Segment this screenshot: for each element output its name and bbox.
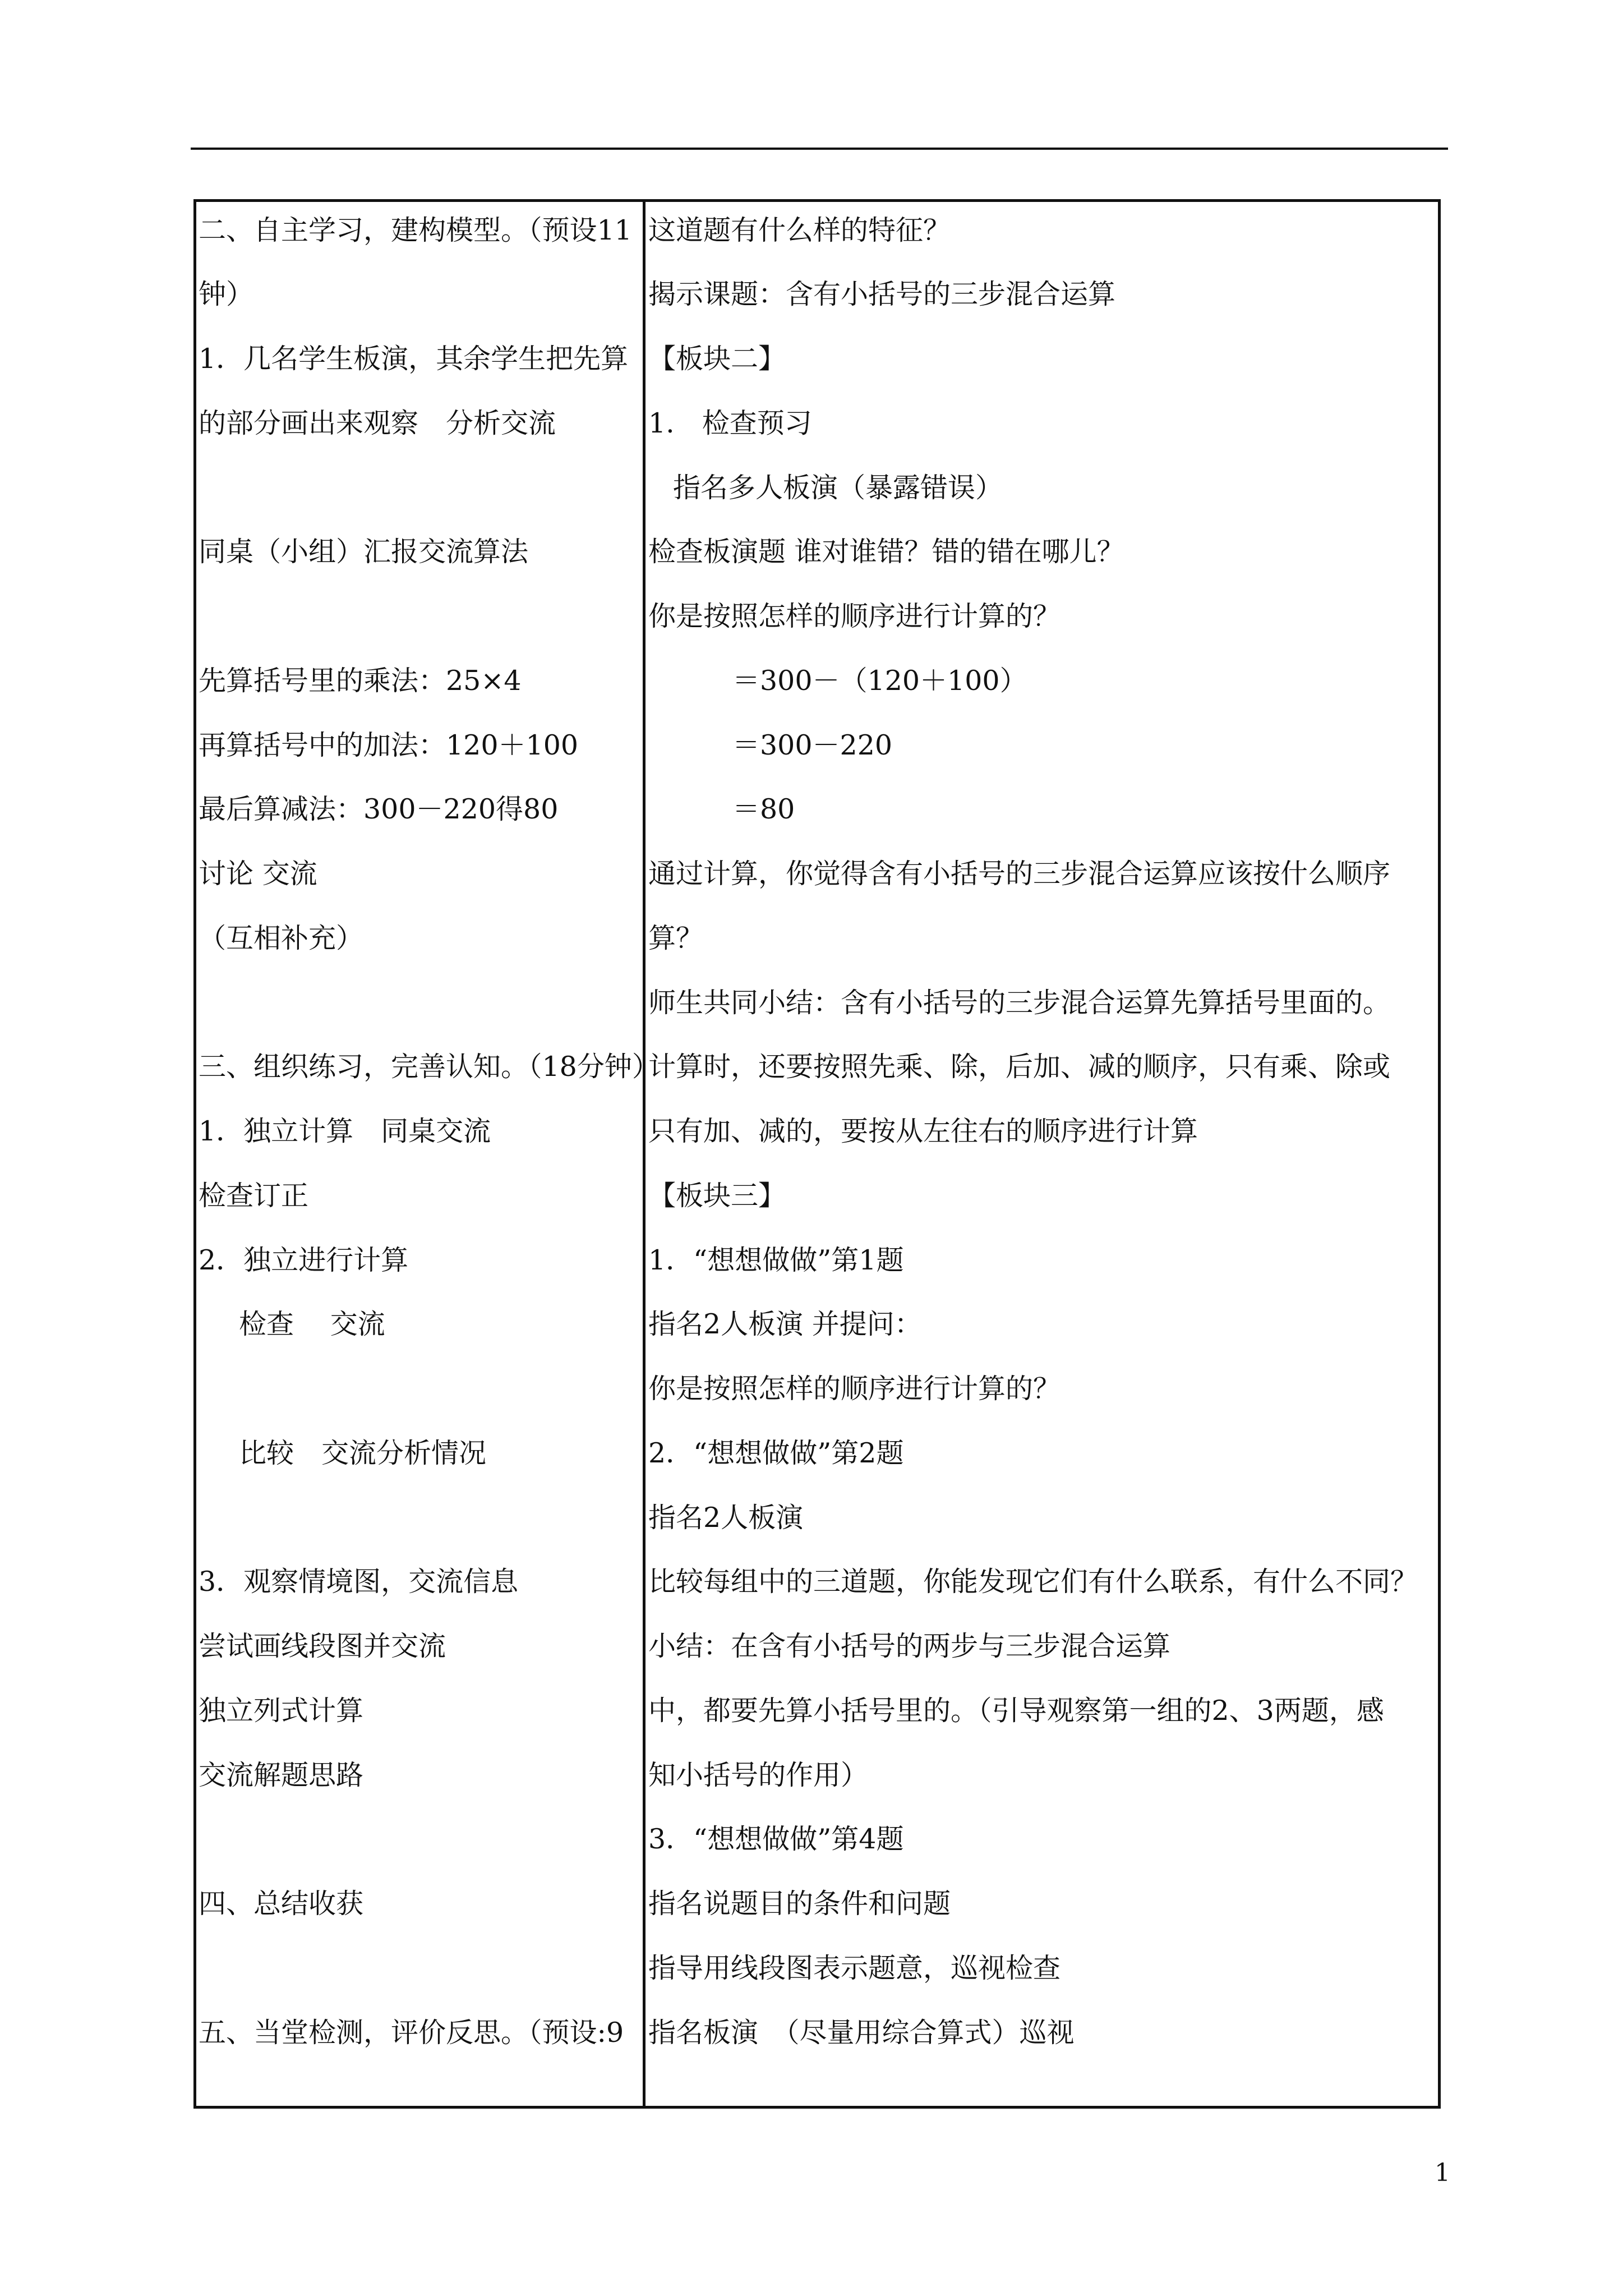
right-line: 师生共同小结：含有小括号的三步混合运算先算括号里面的。 [648,987,1391,1019]
right-line: 【板块三】 [648,1180,786,1212]
column-divider [643,202,645,2106]
right-line: 小结：在含有小括号的两步与三步混合运算 [648,1630,1171,1662]
left-line: 交流解题思路 [199,1759,364,1791]
left-line: 二、自主学习，建构模型。（预设11 [199,214,632,246]
right-line: 揭示课题：含有小括号的三步混合运算 [648,278,1116,310]
right-line: 你是按照怎样的顺序进行计算的？ [648,600,1061,632]
left-line: 再算括号中的加法：120＋100 [199,729,579,761]
right-line: 【板块二】 [648,343,786,375]
right-line: 2．“想想做做”第2题 [648,1437,904,1469]
left-line: 2．独立进行计算 [199,1244,409,1276]
left-line: 1．几名学生板演，其余学生把先算 [199,343,629,375]
right-line: 指名说题目的条件和问题 [648,1888,951,1920]
left-line: 同桌（小组）汇报交流算法 [199,536,529,568]
right-line: 3．“想想做做”第4题 [648,1823,904,1855]
left-line: 检查订正 [199,1180,309,1212]
right-line: 1．“想想做做”第1题 [648,1244,904,1276]
left-line: （互相补充） [199,922,364,954]
left-line: 比较 交流分析情况 [239,1437,487,1469]
right-line: 中，都要先算小括号里的。（引导观察第一组的2、3两题，感 [648,1695,1384,1727]
left-line: 五、当堂检测，评价反思。（预设:9 [199,2017,624,2049]
left-line: 讨论 交流 [199,858,317,890]
left-line: 3．观察情境图，交流信息 [199,1566,519,1598]
header-rule [191,148,1448,150]
right-line: 只有加、减的，要按从左往右的顺序进行计算 [648,1115,1198,1147]
left-line: 最后算减法：300－220得80 [199,793,559,825]
right-line: ＝300－220 [732,729,893,761]
right-line: 你是按照怎样的顺序进行计算的？ [648,1373,1061,1405]
right-line: 检查板演题 谁对谁错？错的错在哪儿？ [648,536,1124,568]
left-line: 钟） [199,278,254,310]
right-line: ＝80 [732,793,795,825]
page-number: 1 [1435,2159,1450,2187]
left-line: 四、总结收获 [199,1888,364,1920]
left-line: 先算括号里的乘法：25×4 [199,665,522,697]
left-line: 独立列式计算 [199,1695,364,1727]
right-line: 指名板演 （尽量用综合算式）巡视 [648,2017,1075,2049]
left-line: 的部分画出来观察 分析交流 [199,407,556,439]
right-line: 1. 检查预习 [648,407,812,439]
right-line: 知小括号的作用） [648,1759,869,1791]
right-line: 指名多人板演（暴露错误） [673,472,1003,504]
lesson-plan-table [193,199,1441,2109]
right-line: 这道题有什么样的特征？ [648,214,951,246]
right-line: 指名2人板演 并提问： [648,1308,922,1340]
right-line: 比较每组中的三道题，你能发现它们有什么联系，有什么不同？ [648,1566,1418,1598]
left-line: 1．独立计算 同桌交流 [199,1115,491,1147]
left-line: 尝试画线段图并交流 [199,1630,446,1662]
left-line: 三、组织练习，完善认知。（18分钟） [199,1051,660,1083]
right-line: 算？ [648,922,704,954]
right-line: 通过计算，你觉得含有小括号的三步混合运算应该按什么顺序 [648,858,1391,890]
right-line: 指导用线段图表示题意，巡视检查 [648,1952,1061,1984]
right-line: ＝300－（120＋100） [732,665,1027,697]
right-line: 计算时，还要按照先乘、除，后加、减的顺序，只有乘、除或 [648,1051,1391,1083]
right-line: 指名2人板演 [648,1502,804,1534]
left-line: 检查 交流 [239,1308,385,1340]
